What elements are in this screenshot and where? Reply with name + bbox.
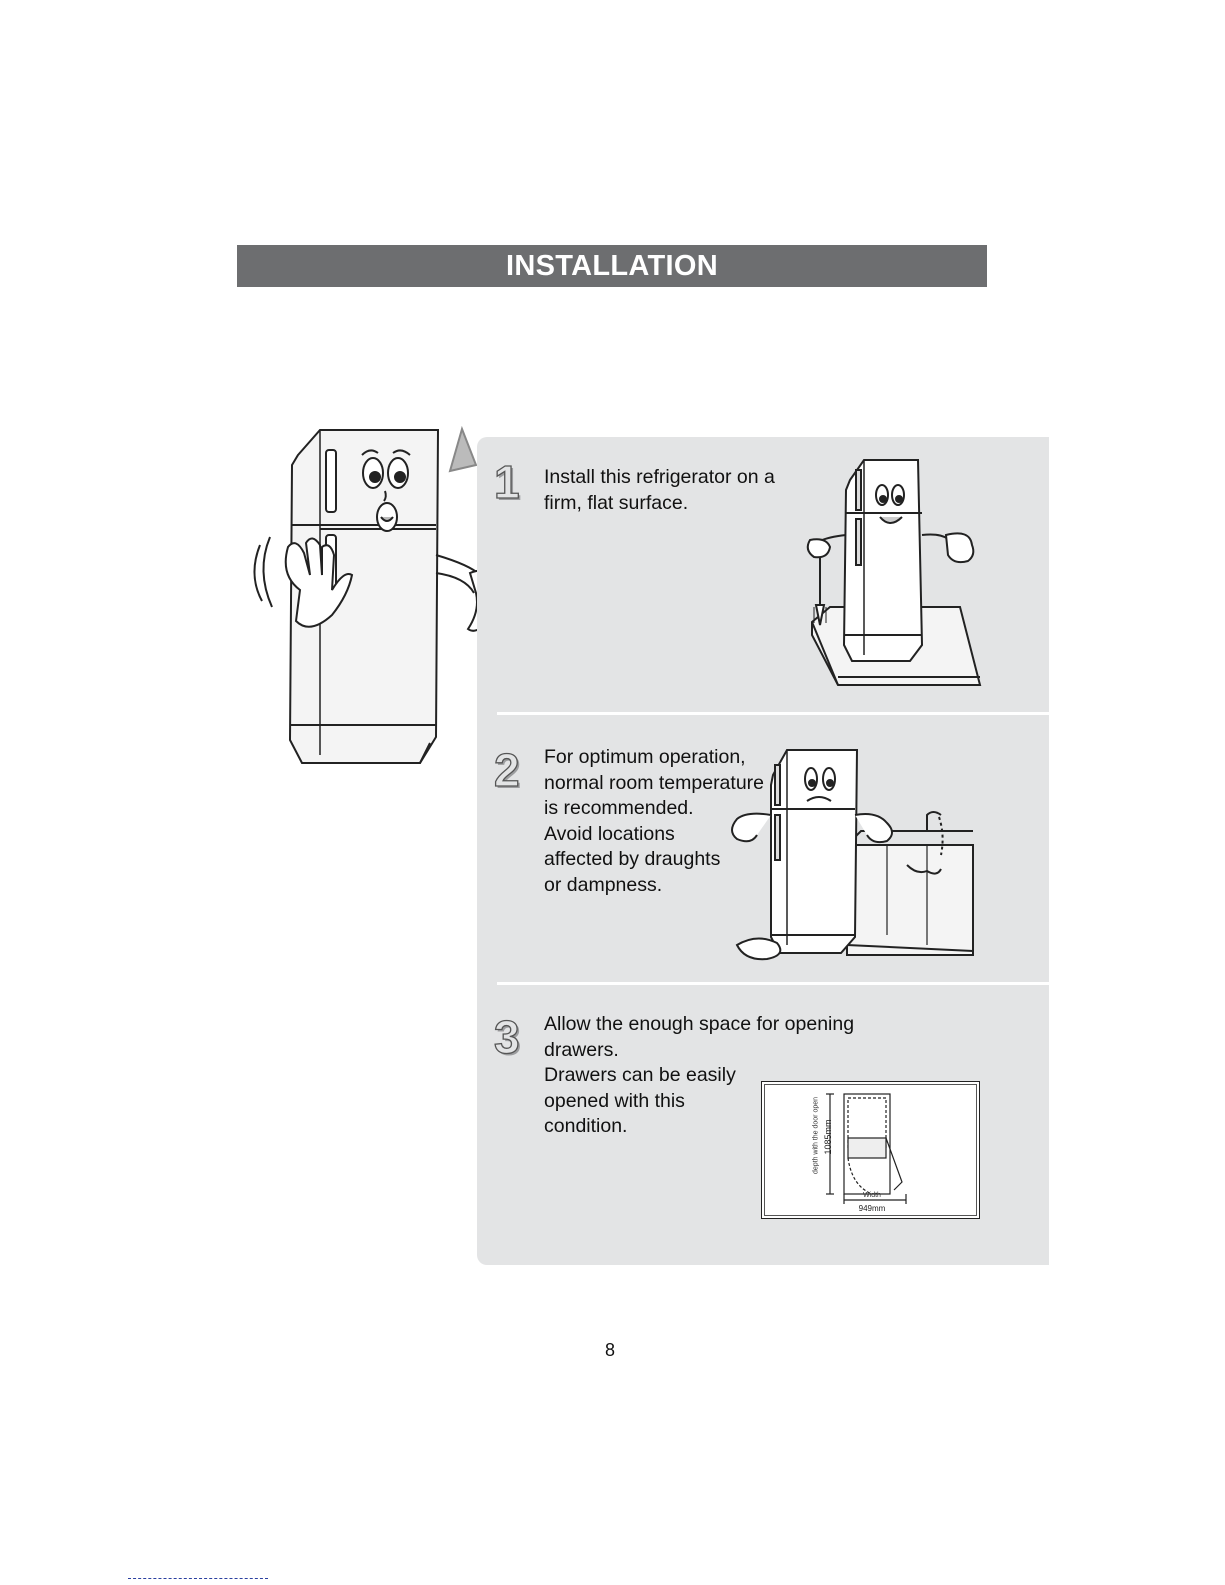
step-1-text: Install this refrigerator on a firm, flat surface. <box>544 466 775 514</box>
step-2-text: For optimum operation, normal room temperature is recommended. Avoid locations affected by draughts or dampness. <box>544 746 765 896</box>
depth-value: 1085mm <box>823 1119 833 1155</box>
fridge-top-view-drawing <box>762 1082 981 1220</box>
step-divider <box>497 982 1049 985</box>
section-title: INSTALLATION <box>506 249 718 282</box>
width-value: 949mm <box>858 1204 886 1213</box>
page-number: 8 <box>604 1340 615 1360</box>
section-header <box>237 245 987 287</box>
clearance-diagram <box>761 1081 980 1219</box>
step-divider <box>497 712 1049 715</box>
footer-rule <box>128 1578 268 1579</box>
level-fridge-illustration <box>800 455 990 695</box>
step-1-number: 1 <box>494 456 520 508</box>
width-label: Width <box>863 1192 881 1199</box>
step-3-number: 3 <box>494 1011 520 1063</box>
step-2-number: 2 <box>494 744 520 796</box>
step-3-text: Allow the enough space for opening drawers. Drawers can be easily opened with this condition. <box>544 1013 855 1137</box>
sad-fridge-sink-illustration <box>727 745 975 967</box>
depth-label: depth with the door open <box>812 1096 820 1175</box>
